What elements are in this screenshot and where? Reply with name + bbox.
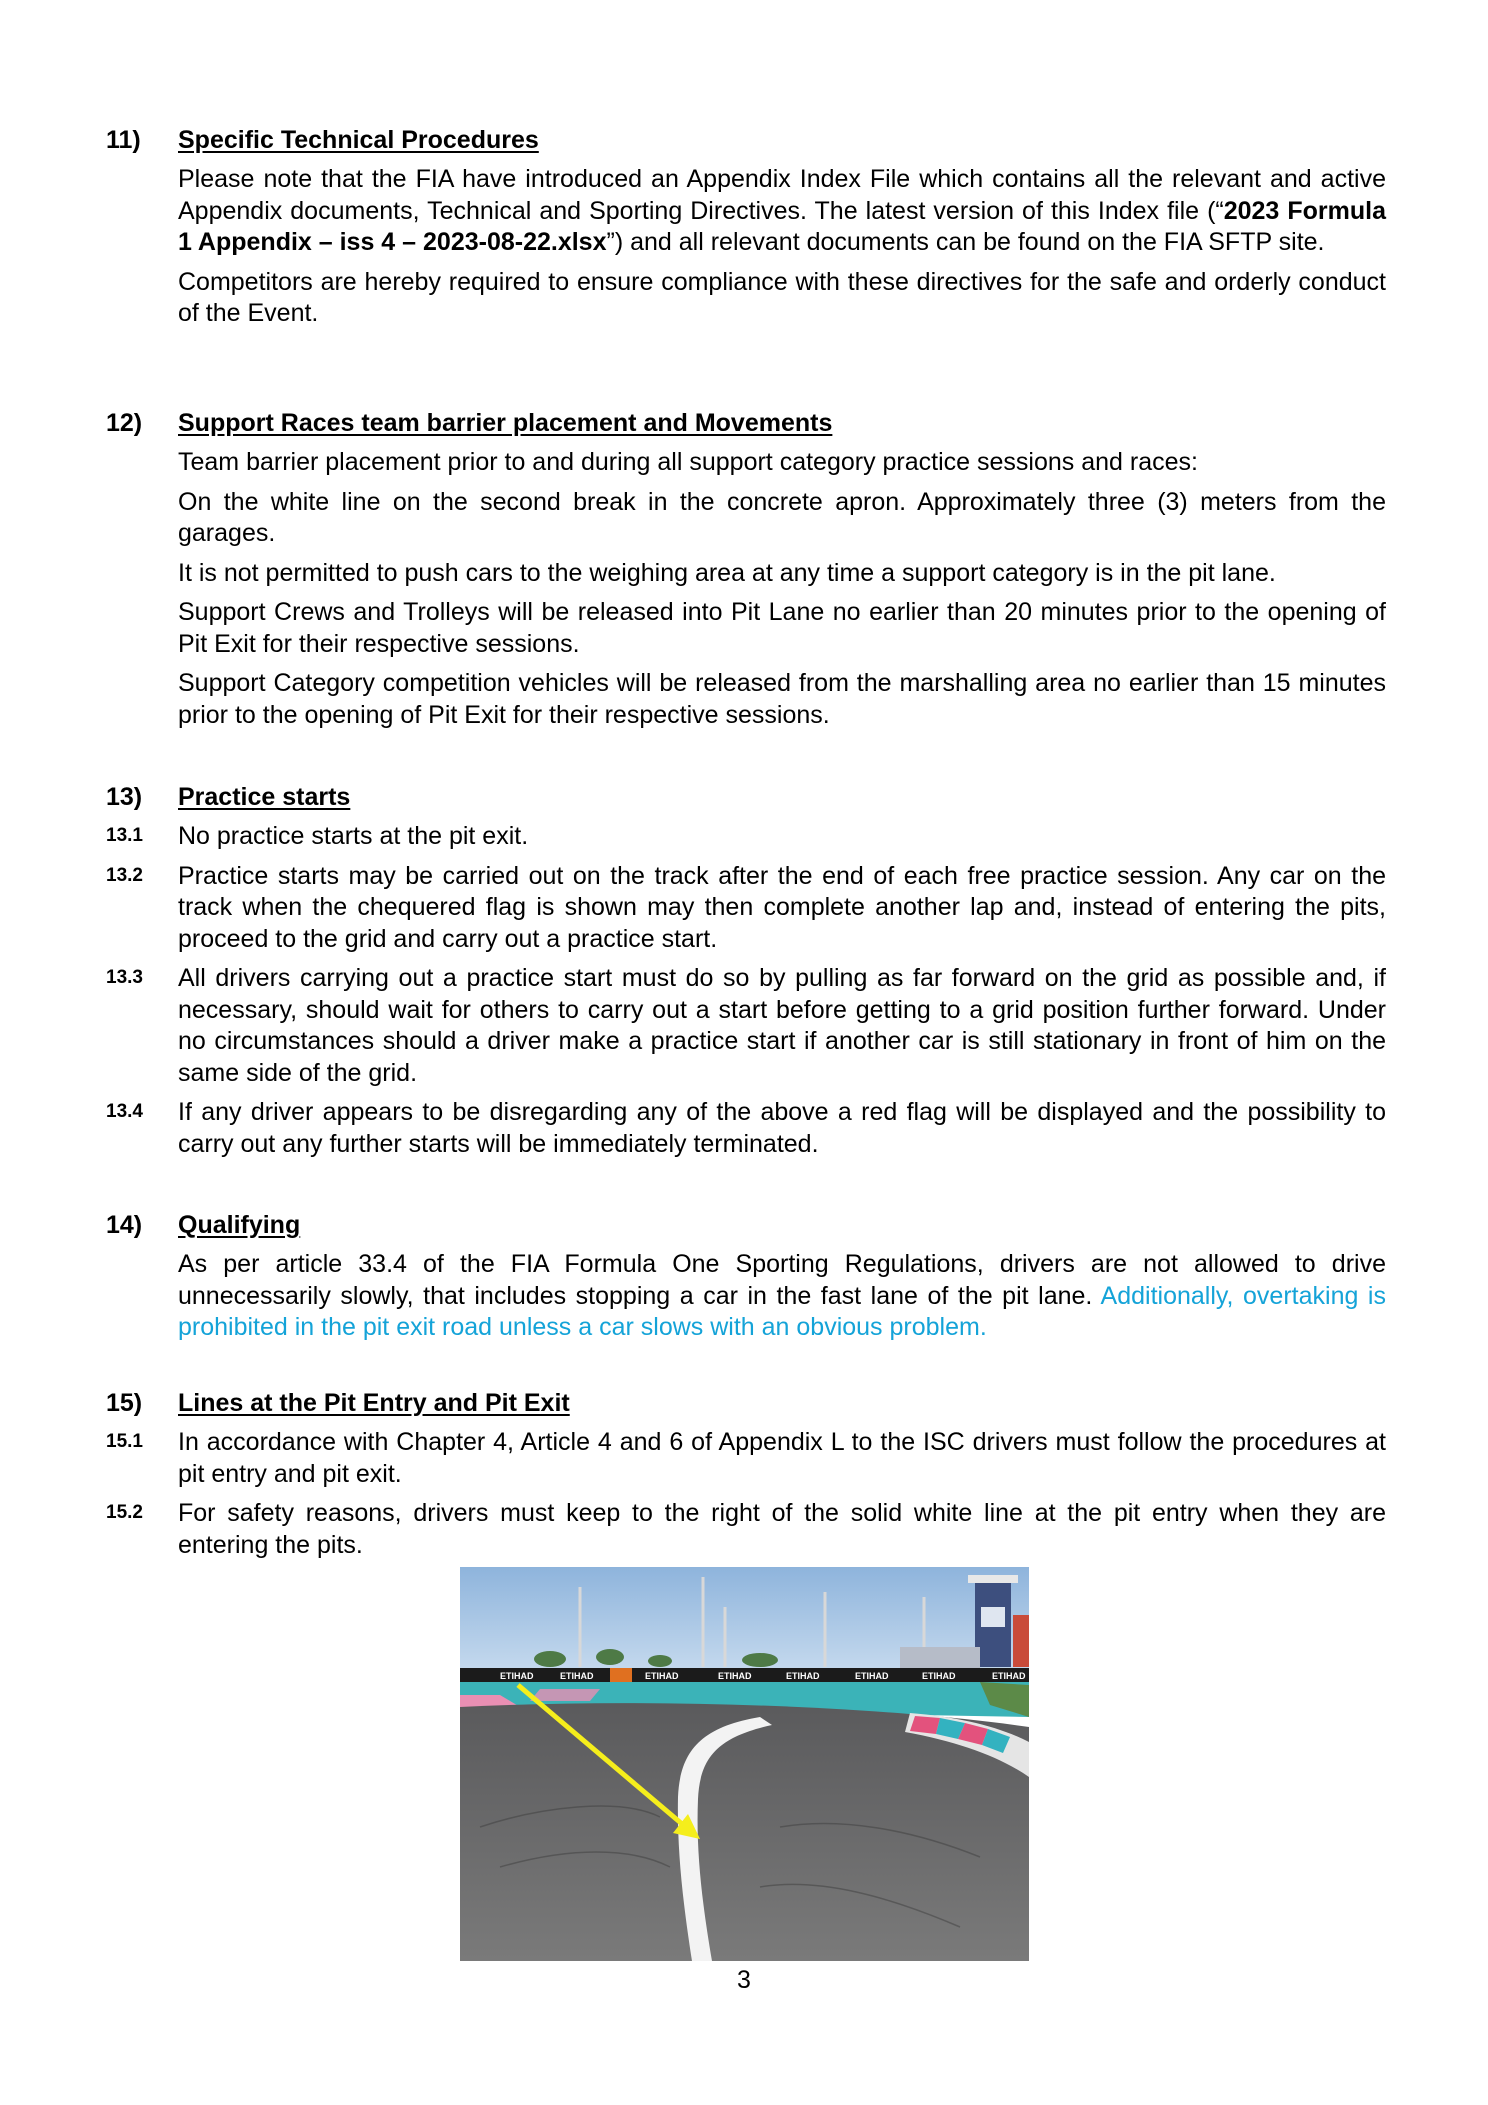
section-number: 14) xyxy=(106,1211,143,1239)
subsection-text: In accordance with Chapter 4, Article 4 and 6 of Appendix L to the ISC drivers must follow the procedures at pit entry and pit exit. xyxy=(178,1428,1386,1488)
section-number: 12) xyxy=(106,409,143,437)
paragraph: Support Category competition vehicles will be released from the marshalling area no earlier than 15 minutes prior to the opening of Pit Exit for their respective sessions. xyxy=(178,669,1386,729)
subsection-number: 13.4 xyxy=(106,1101,143,1122)
paragraph: On the white line on the second break in the concrete apron. Approximately three (3) meters from the garages. xyxy=(178,487,1386,547)
section-number: 15) xyxy=(106,1389,143,1417)
svg-text:ETIHAD: ETIHAD xyxy=(500,1671,534,1681)
highlighted-text: Additionally, overtaking is prohibited in the pit exit road unless a car slows with an obvious problem. xyxy=(178,1281,1386,1341)
paragraph: Support Crews and Trolleys will be released into Pit Lane no earlier than 20 minutes prior to the opening of Pit Exit for their respective sessions. xyxy=(178,598,1386,658)
subsection-number: 13.1 xyxy=(106,825,143,846)
svg-text:ETIHAD: ETIHAD xyxy=(922,1671,956,1681)
section-14 xyxy=(106,1211,1386,1344)
paragraph xyxy=(178,1249,1386,1344)
section-title: Practice starts xyxy=(178,783,351,811)
subsection-item xyxy=(106,821,1386,853)
subsection-number: 13.2 xyxy=(106,864,143,886)
paragraph: It is not permitted to push cars to the weighing area at any time a support category is in the pit lane. xyxy=(178,558,1276,587)
section-number: 13) xyxy=(106,783,143,811)
text-span: ”) and all relevant documents can be found on the FIA SFTP site. xyxy=(606,228,1325,256)
subsection-text: If any driver appears to be disregarding any of the above a red flag will be displayed and the possibility to carry out any further starts will be immediately terminated. xyxy=(178,1098,1386,1158)
subsection-number: 13.3 xyxy=(106,967,143,988)
subsection-number: 15.2 xyxy=(106,1502,143,1523)
subsection-item xyxy=(106,963,1386,1089)
svg-text:ETIHAD: ETIHAD xyxy=(718,1671,752,1681)
paragraph xyxy=(178,164,1386,259)
section-13 xyxy=(106,783,1386,1160)
subsection-item xyxy=(106,1427,1386,1490)
section-12 xyxy=(106,409,1386,731)
subsection-text: All drivers carrying out a practice start must do so by pulling as far forward on the grid as possible and, if necessary, should wait for others to carry out a start before getting to a grid position further forward. Under no circumstances should a driver make a practice start if another car is still stationary in front of him on the same side of the grid. xyxy=(178,964,1386,1087)
svg-text:ETIHAD: ETIHAD xyxy=(560,1671,594,1681)
subsection-number: 15.1 xyxy=(106,1431,143,1452)
section-title: Lines at the Pit Entry and Pit Exit xyxy=(178,1389,570,1417)
subsection-item xyxy=(106,1498,1386,1561)
paragraph: Team barrier placement prior to and during all support category practice sessions and races: xyxy=(178,448,1198,476)
svg-text:ETIHAD: ETIHAD xyxy=(855,1671,889,1681)
section-15 xyxy=(106,1389,1386,1561)
text-span: Please note that the FIA have introduced an Appendix Index File which contains all the relevant and active Appendix documents, Technical and Sporting Directives. The latest version of this Index file (“ xyxy=(178,165,1386,225)
subsection-item xyxy=(106,861,1386,956)
section-number: 11) xyxy=(106,126,141,154)
pit-entry-photo xyxy=(460,1567,1029,1961)
svg-text:ETIHAD: ETIHAD xyxy=(992,1671,1026,1681)
subsection-item xyxy=(106,1097,1386,1160)
section-11 xyxy=(106,126,1386,330)
pit-entry-photo-illustration xyxy=(460,1567,1029,1961)
subsection-text: Practice starts may be carried out on the track after the end of each free practice session. Any car on the track when the chequered flag is shown may then complete another lap and, instead of entering the pits, proceed to the grid and carry out a practice start. xyxy=(178,861,1386,953)
index-file-name: 2023 Formula 1 Appendix – iss 4 – 2023-08-22.xlsx xyxy=(178,196,1386,256)
text-span: As per article 33.4 of the FIA Formula One Sporting Regulations, drivers are not allowed to drive unnecessarily slowly, that includes stopping a car in the fast lane of the pit lane. xyxy=(178,1250,1386,1310)
section-title: Qualifying xyxy=(178,1211,301,1239)
page-number: 3 xyxy=(737,1966,751,1994)
section-title: Specific Technical Procedures xyxy=(178,126,539,154)
subsection-text: For safety reasons, drivers must keep to the right of the solid white line at the pit entry when they are entering the pits. xyxy=(178,1499,1386,1559)
subsection-text: No practice starts at the pit exit. xyxy=(178,822,529,850)
paragraph: Competitors are hereby required to ensure compliance with these directives for the safe and orderly conduct of the Event. xyxy=(178,267,1386,327)
svg-text:ETIHAD: ETIHAD xyxy=(645,1671,679,1681)
section-title: Support Races team barrier placement and Movements xyxy=(178,409,833,437)
svg-text:ETIHAD: ETIHAD xyxy=(786,1671,820,1681)
